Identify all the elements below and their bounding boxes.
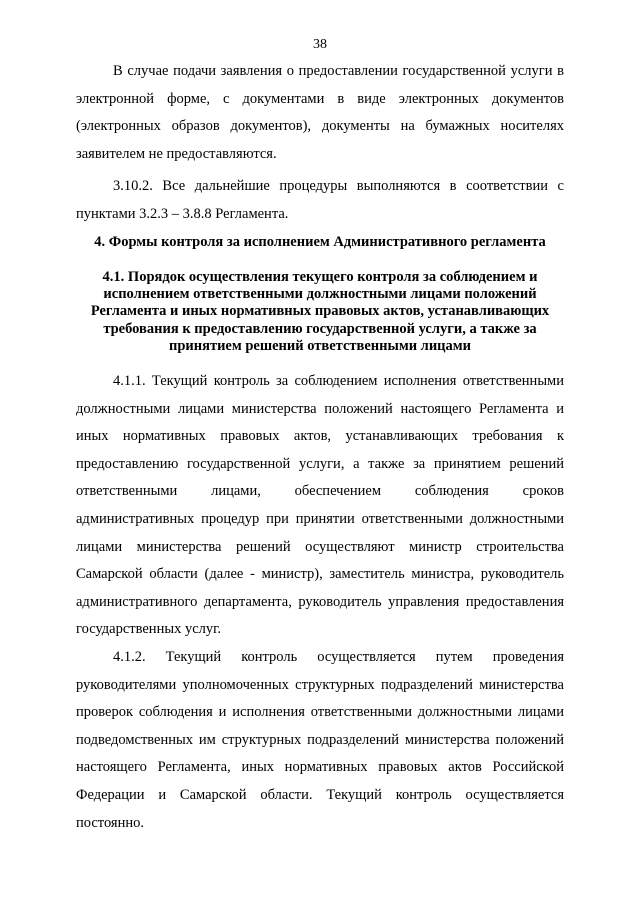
paragraph-electronic-submission: В случае подачи заявления о предоставлении государственной услуги в электронной форме, с документами в виде электронных документов (электронных образов документов), документы на бумажных носителях заявителем не предоставляются. <box>76 63 564 162</box>
paragraph-3-10-2: 3.10.2. Все дальнейшие процедуры выполняются в соответствии с пунктами 3.2.3 – 3.8.8 Регламента. <box>76 178 564 222</box>
section-heading: 4. Формы контроля за исполнением Административного регламента <box>94 234 546 250</box>
paragraph-4-1-2: 4.1.2. Текущий контроль осуществляется путем проведения руководителями уполномоченных структурных подразделений министерства проверок соблюдения и исполнения ответственными должностными лицами подведомственных им структурных подразделений министерства положений настоящего Регламента, иных нормативных правовых актов Российской Федерации и Самарской области. Текущий контроль осуществляется постоянно. <box>76 648 564 831</box>
bottom-text-block <box>76 368 564 837</box>
paragraph-4-1-1: 4.1.1. Текущий контроль за соблюдением исполнения ответственными должностными лицами министерства положений настоящего Регламента и иных нормативных правовых актов, устанавливающих требования к предоставлению государственной услуги, а также за принятием решений ответственными лицами, обеспечением соблюдения сроков административных процедур при принятии ответственными должностными лицами министерства решений осуществляют министр строительства Самарской области (далее - министр), заместитель министра, руководитель административного департамента, руководитель управления предоставления государственных услуг. <box>76 373 564 638</box>
subsection-heading: 4.1. Порядок осуществления текущего контроля за соблюдением и исполнением ответственными должностными лицами положений Регламента и иных нормативных правовых актов, устанавливающих требования к предоставлению государственной услуги, а также за принятием решений ответственными лицами <box>90 269 550 354</box>
page-number: 38 <box>313 37 327 52</box>
top-text-block <box>76 58 564 229</box>
